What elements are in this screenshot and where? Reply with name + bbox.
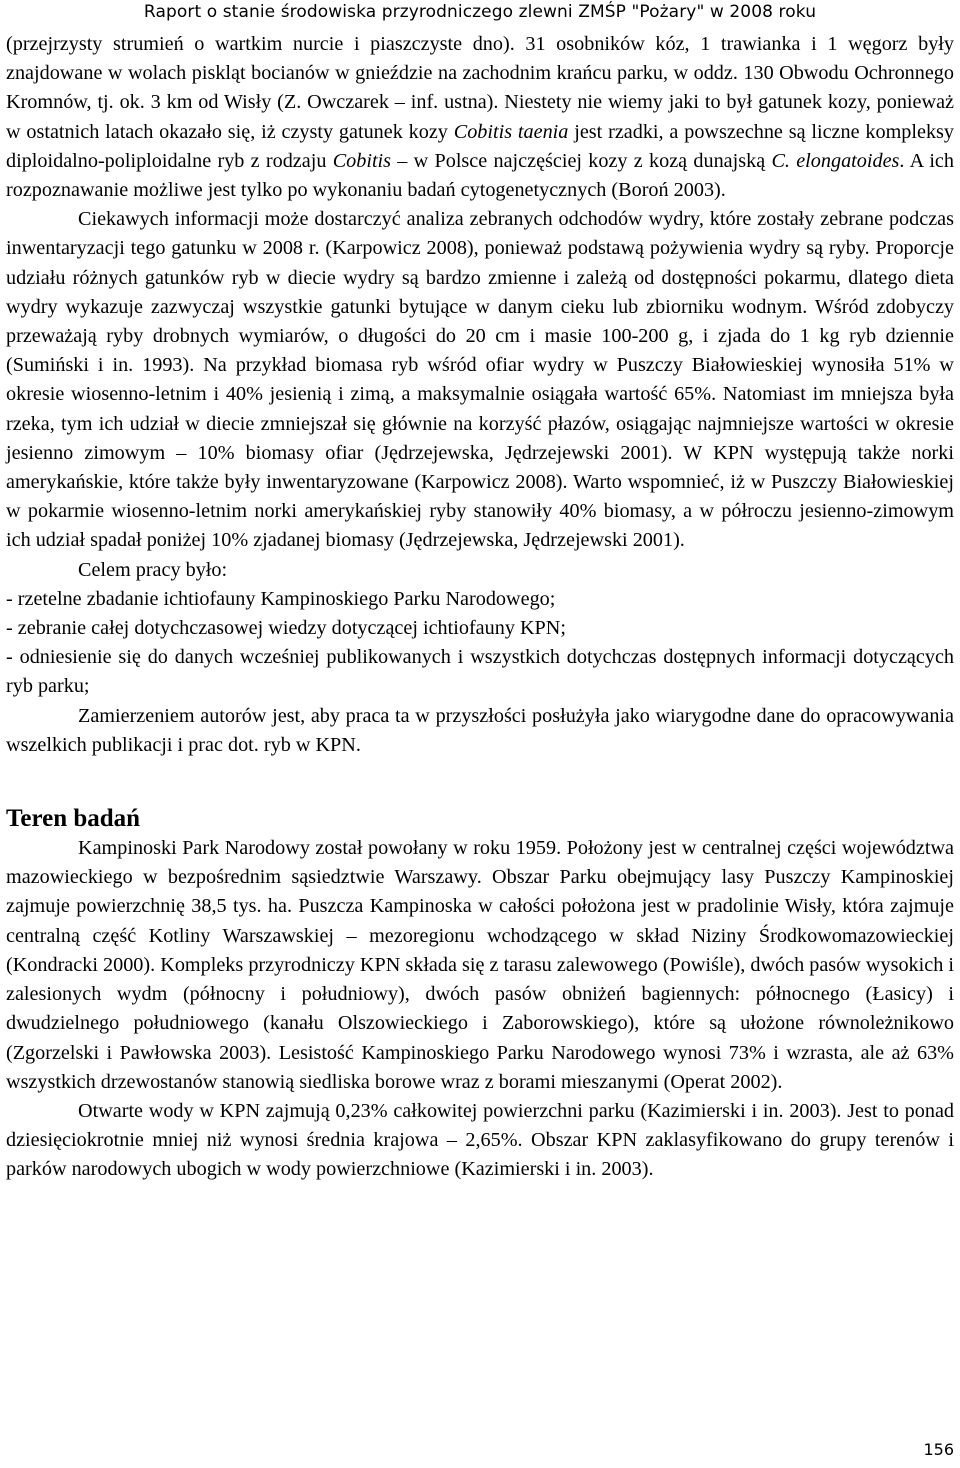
text-run: . A ich rozpoznawanie możliwe jest tylko po wykonaniu badań cytogenetycznych (Boroń 2003). [6,149,954,202]
goal-item: - zebranie całej dotychczasowej wiedzy dotyczącej ichtiofauny KPN; [6,617,566,640]
paragraph-authors-intent: Zamierzeniem autorów jest, aby praca ta w przyszłości posłużyła jako wiarygodne dane do opracowywania wszelkich publikacji i prac dot. ryb w KPN. [6,704,954,756]
goal-item: - odniesienie się do danych wcześniej publikowanych i wszystkich dotychczas dostępnych informacji dotyczących ryb parku; [6,646,954,698]
paragraph-open-waters: Otwarte wody w KPN zajmują 0,23% całkowitej powierzchni parku (Kazimierski i in. 2003). Jest to ponad dziesięciokrotnie mniej niż wynosi średnia krajowa – 2,65%. Obszar KPN zaklasyfikowano do grupy terenów i parków narodowych ubogich w wody powierzchniowe (Kazimierski i in. 2003). [6,1099,954,1181]
running-header: Raport o stanie środowiska przyrodniczego zlewni ZMŚP "Pożary" w 2008 roku [143,2,817,22]
paragraph-study-area: Kampinoski Park Narodowy został powołany w roku 1959. Położony jest w centralnej części województwa mazowieckiego w bezpośrednim sąsiedztwie Warszawy. Obszar Parku obejmujący lasy Puszczy Kampinoskiej zajmuje powierzchnię 38,5 tys. ha. Puszcza Kampinoska w całości położona jest w pradolinie Wisły, która zajmuje centralną część Kotliny Warszawskiej – mezoregionu wchodzącego w skład Niziny Środkowomazowieckiej (Kondracki 2000). Kompleks przyrodniczy KPN składa się z tarasu zalewowego (Powiśle), dwóch pasów wysokich i zalesionych wydm (północny i południowy), dwóch pasów obniżeń bagiennych: północnego (Łasicy) i dwudzielnego południowego (kanału Olszowieckiego i Zaborowskiego), które są ułożone równoleżnikowo (Zgorzelski i Pawłowska 2003). Lesistość Kampinoskiego Parku Narodowego wynosi 73% i wzrasta, ale aż 63% wszystkich drzewostanów stanowią siedliska borowe wraz z borami mieszanymi (Operat 2002). [6,837,954,1093]
goals-intro: Celem pracy było: [78,558,228,581]
species-name-italic: C. elongatoides [771,149,900,172]
genus-name-italic: Cobitis [332,149,392,172]
species-name-italic: Cobitis taenia [453,120,569,143]
text-run: jest rzadki, a powszechne są liczne kompleksy diploidalno-poliploidalne ryb z rodzaju [6,120,954,172]
section-heading: Teren badań [6,805,141,833]
goal-item: - rzetelne zbadanie ichtiofauny Kampinoskiego Parku Narodowego; [6,587,556,610]
paragraph-otter-diet: Ciekawych informacji może dostarczyć analiza zebranych odchodów wydry, które zostały zebrane podczas inwentaryzacji tego gatunku w 2008 r. (Karpowicz 2008), ponieważ podstawą pożywienia wydry są ryby. Proporcje udziału różnych gatunków ryb w diecie wydry są bardzo zmienne i zależą od dostępności pokarmu, dlatego dieta wydry wykazuje zazwyczaj wszystkie gatunki bytujące w danym cieku lub zbiorniku wodnym. Wśród zdobyczy przeważają ryby drobnych wymiarów, o długości do 20 cm i masie 100-200 g, i zjada do 1 kg ryb dziennie (Sumiński i in. 1993). Na przykład biomasa ryb wśród ofiar wydry w Puszczy Białowieskiej wynosiła 51% w okresie wiosenno-letnim i 40% jesienią i zimą, a maksymalnie osiągała wartość 65%. Natomiast im mniejsza była rzeka, tym ich udział w diecie zmniejszał się głównie na korzyść płazów, osiągając najmniejsze wartości w okresie jesienno zimowym – 10% biomasy ofiar (Jędrzejewska, Jędrzejewski 2001). W KPN występują także norki amerykańskie, które także były inwentaryzowane (Karpowicz 2008). Warto wspomnieć, iż w Puszczy Białowieskiej w pokarmie wiosenno-letnim norki amerykańskiej ryby stanowiły 40% biomasy, a w półroczu jesienno-zimowym ich udział spadał poniżej 10% zjadanej biomasy (Jędrzejewska, Jędrzejewski 2001). [6,208,954,552]
text-run: (przejrzysty strumień o wartkim nurcie i piaszczyste dno). 31 osobników kóz, 1 trawianka i 1 węgorz były znajdowane w wolach piskląt bocianów w gnieździe na zachodnim krańcu parku, w oddz. 130 Obwodu Ochronnego Kromnów, tj. ok. 3 km od Wisły (Z. Owczarek – inf. ustna). Niestety nie wiemy jaki to był gatunek kozy, ponieważ w ostatnich latach okazało się, iż czysty gatunek kozy [6,33,954,143]
text-run: – w Polsce najczęściej kozy z kozą dunajską [391,149,772,172]
page-number: 156 [923,1440,954,1459]
page-body [6,30,954,1185]
paragraph-fish-diet-storks [6,30,954,205]
